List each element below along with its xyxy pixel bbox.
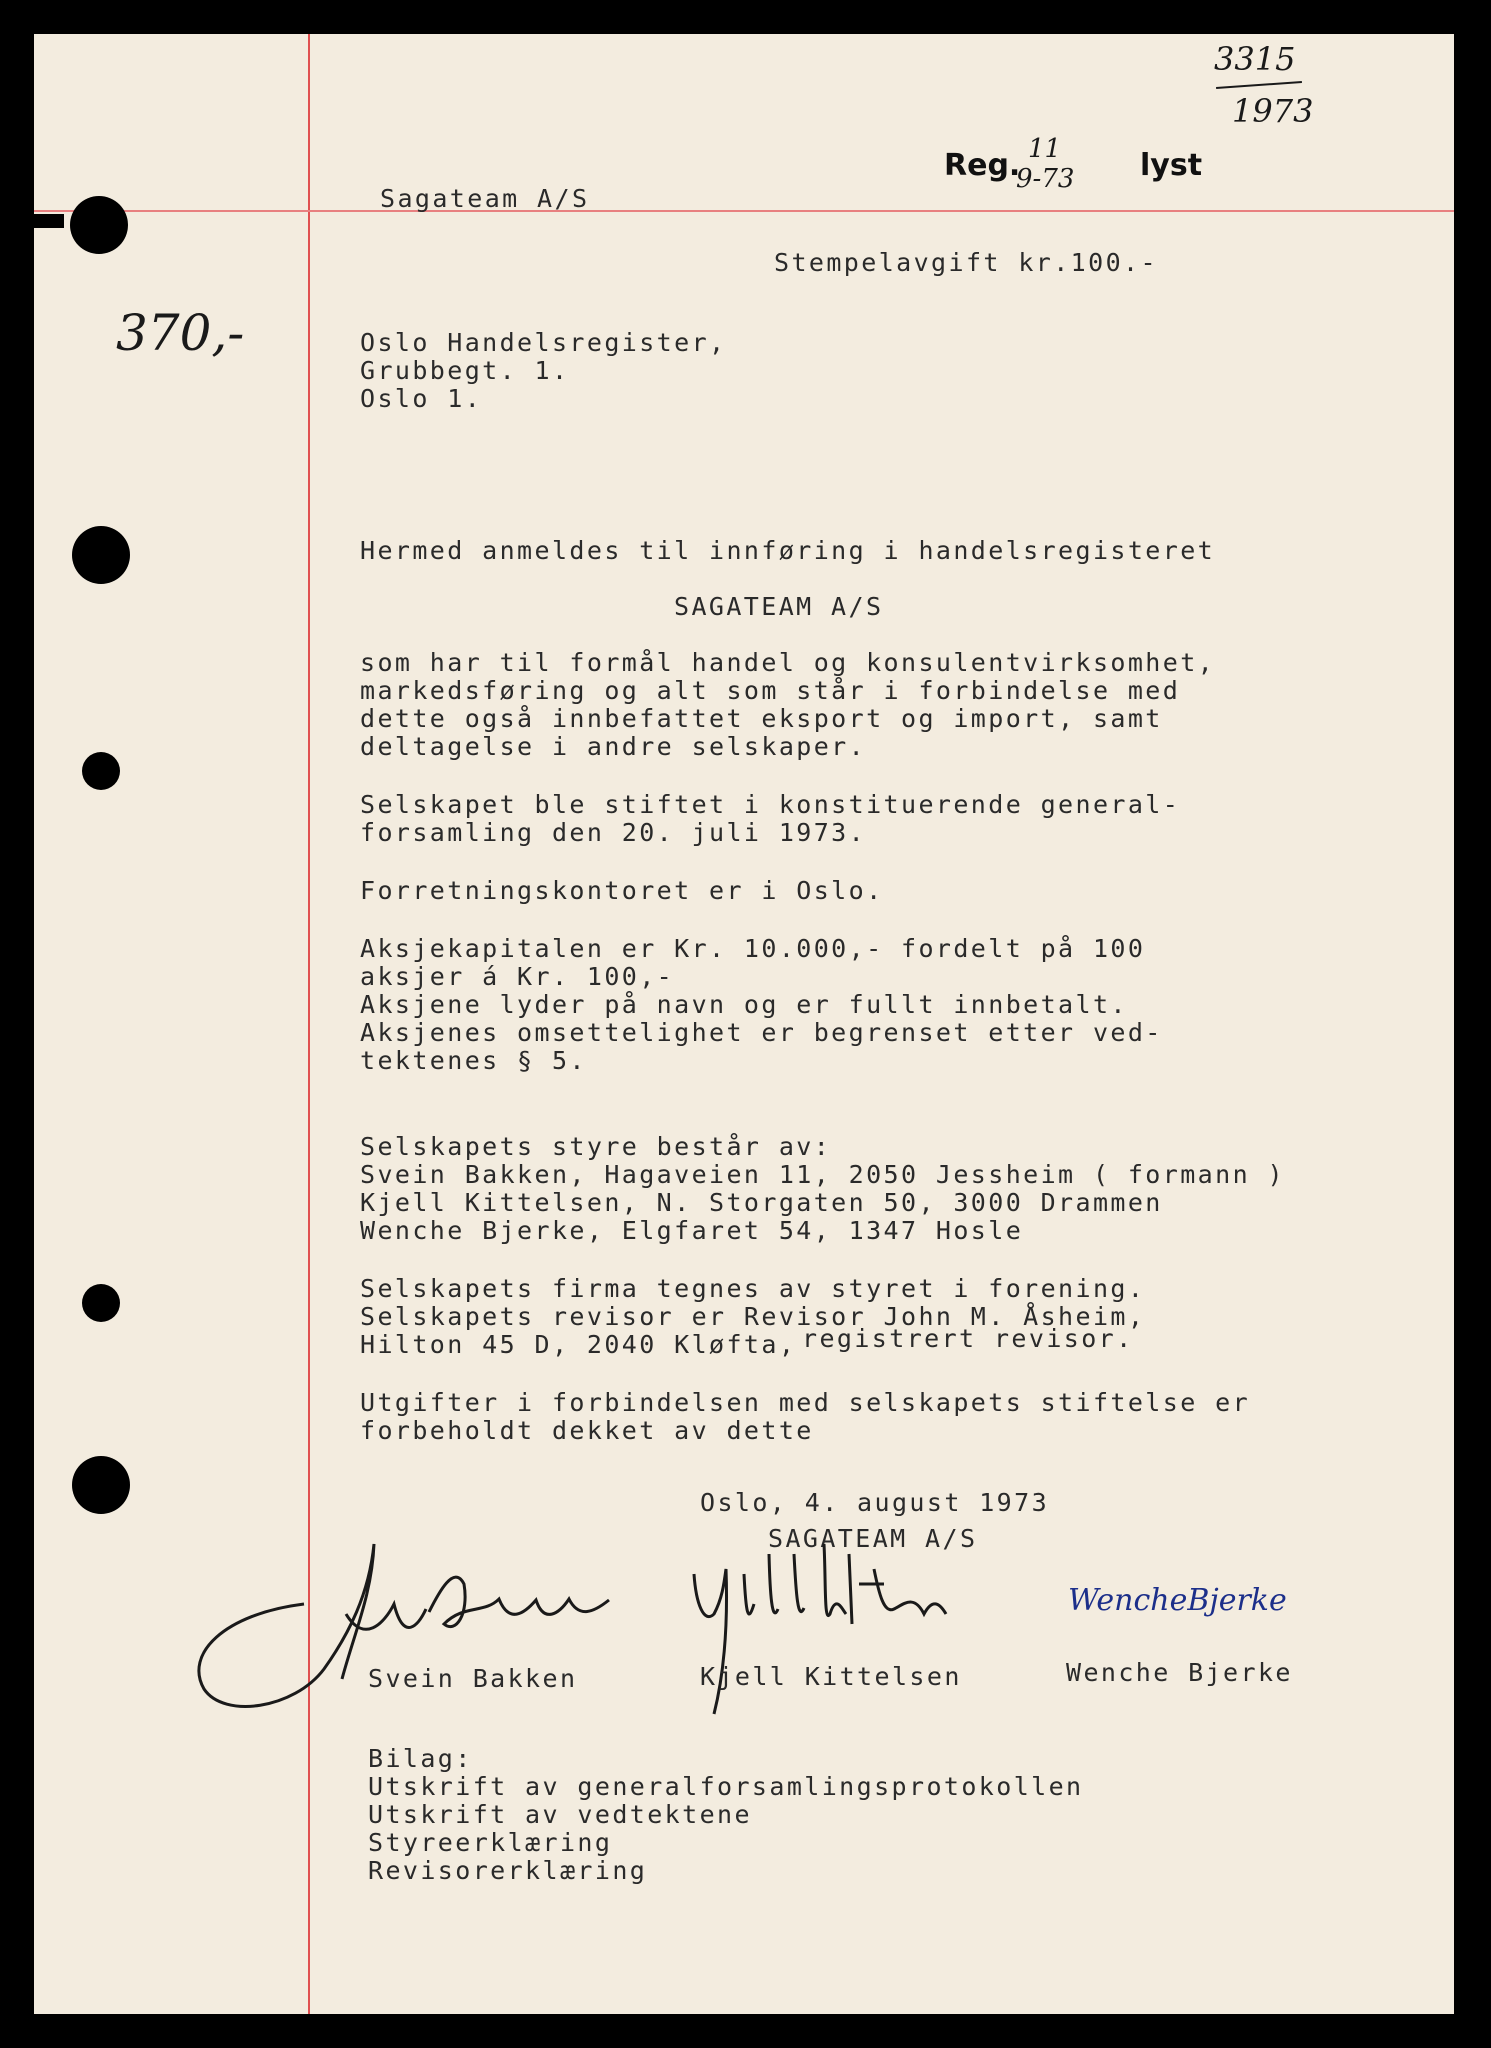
auditor-address: Hilton 45 D, 2040 Kløfta, (360, 1330, 797, 1359)
founded-line: Selskapet ble stiftet i konstituerende general- (360, 790, 1181, 819)
signature-kjell-kittelsen (674, 1514, 974, 1744)
board-line: Svein Bakken, Hagaveien 11, 2050 Jessheim ( formann ) (360, 1160, 1285, 1189)
purpose-line: deltagelse i andre selskaper. (360, 732, 867, 761)
attachment-item: Styreerklæring (368, 1828, 613, 1857)
top-rule-line (34, 210, 1454, 212)
recipient-line: Oslo 1. (360, 384, 483, 413)
place-date: Oslo, 4. august 1973 (700, 1488, 1050, 1517)
signature-text: WencheBjerke (1068, 1583, 1287, 1618)
signing-line: Selskapets firma tegnes av styret i forening. (360, 1274, 1146, 1303)
margin-amount: 370,- (116, 304, 245, 362)
sender-name: Sagateam A/S (380, 184, 590, 213)
capital-line: Aksjekapitalen er Kr. 10.000,- fordelt på 100 (360, 934, 1146, 963)
company-name: SAGATEAM A/S (674, 592, 884, 621)
reg-date-top: 11 (1028, 134, 1062, 164)
archive-number-divider (1216, 81, 1302, 89)
auditor-title: registrert revisor. (802, 1324, 1134, 1353)
punch-hole (72, 1456, 130, 1514)
reg-stamp-suffix: lyst (1140, 148, 1203, 183)
punch-hole (72, 526, 130, 584)
recipient-line: Grubbegt. 1. (360, 356, 570, 385)
signature-svein-bakken (164, 1504, 684, 1764)
purpose-line: som har til formål handel og konsulentvirksomhet, (360, 648, 1216, 677)
recipient-line: Oslo Handelsregister, (360, 328, 727, 357)
capital-line: aksjer á Kr. 100,- (360, 962, 675, 991)
founded-line: forsamling den 20. juli 1973. (360, 818, 867, 847)
intro-text: Hermed anmeldes til innføring i handelsregisteret (360, 536, 1216, 565)
board-line: Wenche Bjerke, Elgfaret 54, 1347 Hosle (360, 1216, 1024, 1245)
purpose-line: markedsføring og alt som står i forbindelse med (360, 676, 1181, 705)
punch-hole (82, 1284, 120, 1322)
costs-line: Utgifter i forbindelsen med selskapets stiftelse er (360, 1388, 1251, 1417)
attachment-item: Utskrift av vedtektene (368, 1800, 752, 1829)
attachment-item: Utskrift av generalforsamlingsprotokollen (368, 1772, 1084, 1801)
document-page (34, 34, 1454, 2014)
punch-hole (82, 752, 120, 790)
archive-year: 1973 (1232, 92, 1314, 130)
board-line: Selskapets styre består av: (360, 1132, 832, 1161)
purpose-line: dette også innbefattet eksport og import, samt (360, 704, 1163, 733)
binder-clip (34, 214, 64, 228)
capital-line: Aksjenes omsettelighet er begrenset etter ved- (360, 1018, 1163, 1047)
attachment-item: Revisorerklæring (368, 1856, 648, 1885)
closing-company: SAGATEAM A/S (768, 1524, 978, 1553)
capital-line: tektenes § 5. (360, 1046, 587, 1075)
signatory-name: Wenche Bjerke (1066, 1658, 1293, 1687)
reg-stamp-label: Reg. (944, 148, 1021, 183)
signature-wenche-bjerke (1068, 1574, 1368, 1634)
archive-number: 3315 (1214, 40, 1296, 78)
stamp-duty: Stempelavgift kr.100.- (774, 248, 1158, 277)
board-line: Kjell Kittelsen, N. Storgaten 50, 3000 Drammen (360, 1188, 1163, 1217)
capital-line: Aksjene lyder på navn og er fullt innbetalt. (360, 990, 1128, 1019)
reg-date-bottom: 9-73 (1016, 164, 1075, 194)
costs-line: forbeholdt dekket av dette (360, 1416, 814, 1445)
attachments-title: Bilag: (368, 1744, 473, 1773)
office-text: Forretningskontoret er i Oslo. (360, 876, 884, 905)
punch-hole (70, 196, 128, 254)
signatory-name: Kjell Kittelsen (700, 1662, 962, 1691)
signing-line: Selskapets revisor er Revisor John M. Åsheim, (360, 1302, 1146, 1331)
signatory-name: Svein Bakken (368, 1664, 578, 1693)
